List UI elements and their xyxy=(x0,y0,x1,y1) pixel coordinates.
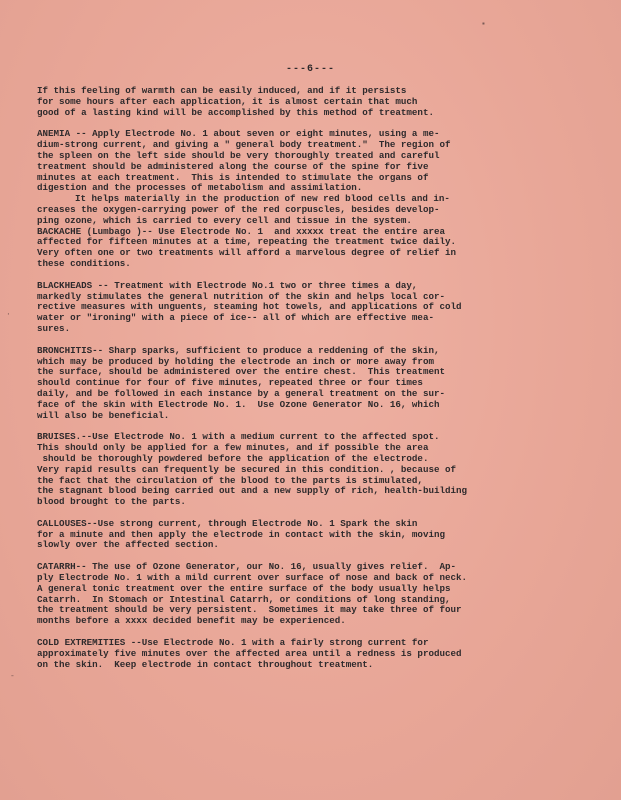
text-line: Catarrh. In Stomach or Intestinal Catarrh, or conditions of long standing, xyxy=(37,593,451,605)
margin-mark: - xyxy=(10,672,15,681)
paragraph-bronchitis xyxy=(37,346,603,422)
text-line: This should only be applied for a few minutes, and if possible the area xyxy=(37,442,429,454)
paragraph-cold-extremities xyxy=(37,638,603,670)
paragraph-anemia-2 xyxy=(37,194,603,226)
text-line: the stagnant blood being carried out and a new supply of rich, health-building xyxy=(37,485,468,497)
page-number: ---6--- xyxy=(285,64,335,75)
text-line: will also be beneficial. xyxy=(37,409,170,421)
text-line: treatment should be administered along the course of the spine for five xyxy=(37,160,429,172)
text-line: markedly stimulates the general nutrition of the skin and helps local cor- xyxy=(37,290,445,302)
text-line: should be thoroughly powdered before the application of the electrode. xyxy=(37,452,429,464)
text-line: the surface, should be administered over the entire chest. This treatment xyxy=(37,366,445,378)
text-line: rective measures with unguents, steaming hot towels, and applications of cold xyxy=(37,301,462,313)
text-line: the fact that the circulation of the blood to the parts is stimulated, xyxy=(37,474,423,486)
text-line: the spleen on the left side should be very thoroughly treated and careful xyxy=(37,149,440,161)
text-line: dium-strong current, and giving a " general body treatment." The region of xyxy=(37,139,451,151)
text-line: minutes at each treatment. This is intended to stimulate the organs of xyxy=(37,171,429,183)
text-line: BRUISES.--Use Electrode No. 1 with a medium current to the affected spot. xyxy=(37,431,440,443)
text-line: It helps materially in the production of new red blood cells and in- xyxy=(75,193,450,205)
text-line: daily, and be followed in each instance by a general treatment on the sur- xyxy=(37,387,445,399)
text-line: ANEMIA -- Apply Electrode No. 1 about seven or eight minutes, using a me- xyxy=(37,128,440,140)
paragraph-catarrh xyxy=(37,562,603,627)
text-line: ply Electrode No. 1 with a mild current over surface of nose and back of neck. xyxy=(37,572,468,584)
text-line: CATARRH-- The use of Ozone Generator, our No. 16, usually gives relief. Ap- xyxy=(37,561,457,573)
text-line: approximately five minutes over the affected area until a redness is produced xyxy=(37,647,462,659)
text-line: Very rapid results can frequently be secured in this condition. , because of xyxy=(37,463,457,475)
paragraph-callouses xyxy=(37,519,603,551)
text-line: BRONCHITIS-- Sharp sparks, sufficient to produce a reddening of the skin, xyxy=(37,344,440,356)
text-line: the treatment should be very persistent. Sometimes it may take three of four xyxy=(37,604,462,616)
text-line: on the skin. Keep electrode in contact throughout treatment. xyxy=(37,658,374,670)
text-line: face of the skin with Electrode No. 1. Use Ozone Generator No. 16, which xyxy=(37,398,440,410)
text-line: Very often one or two treatments will afford a marvelous degree of relief in xyxy=(37,247,457,259)
text-line: BLACKHEADS -- Treatment with Electrode No.1 two or three times a day, xyxy=(37,279,418,291)
text-line: ping ozone, which is carried to every cell and tissue in the system. xyxy=(37,214,412,226)
paragraph-backache xyxy=(37,227,603,270)
text-line: COLD EXTREMITIES --Use Electrode No. 1 with a fairly strong current for xyxy=(37,637,429,649)
text-line: If this feeling of warmth can be easily induced, and if it persists xyxy=(37,85,407,96)
paragraph-blackheads xyxy=(37,281,603,335)
text-line: which may be produced by holding the electrode an inch or more away from xyxy=(37,355,434,367)
text-line: these conditions. xyxy=(37,257,131,269)
text-line: slowly over the affected section. xyxy=(37,539,219,551)
paragraph-warmth xyxy=(37,86,603,118)
text-line: sures. xyxy=(37,322,71,334)
stray-mark: ▪ xyxy=(481,20,486,29)
text-line: months before a xxxx decided benefit may be experienced. xyxy=(37,615,346,627)
paragraph-anemia xyxy=(37,129,603,194)
text-line: BACKACHE (Lumbago )-- Use Electrode No. 1 and xxxxx treat the entire area xyxy=(37,225,445,237)
text-line: good of a lasting kind will be accomplished by this method of treatment. xyxy=(37,106,434,118)
margin-mark: · xyxy=(6,310,11,319)
text-line: A general tonic treatment over the entire surface of the body usually helps xyxy=(37,582,451,594)
text-line: for a minute and then apply the electrode in contact with the skin, moving xyxy=(37,528,445,540)
text-line: blood brought to the parts. xyxy=(37,496,186,508)
text-line: water or "ironing" with a piece of ice-- all of which are effective mea- xyxy=(37,312,434,324)
paragraph-bruises xyxy=(37,432,603,508)
text-line: for some hours after each application, it is almost certain that much xyxy=(37,95,418,107)
text-line: should continue for four of five minutes, repeated three or four times xyxy=(37,377,423,389)
text-line: digestion and the processes of metabolism and assimilation. xyxy=(37,182,363,194)
text-line: CALLOUSES--Use strong current, through Electrode No. 1 Spark the skin xyxy=(37,517,418,529)
text-line: creases the oxygen-carrying power of the red corpuscles, besides develop- xyxy=(37,203,440,215)
text-line: affected for fifteen minutes at a time, repeating the treatment twice daily. xyxy=(37,236,457,248)
document-body xyxy=(37,86,603,681)
